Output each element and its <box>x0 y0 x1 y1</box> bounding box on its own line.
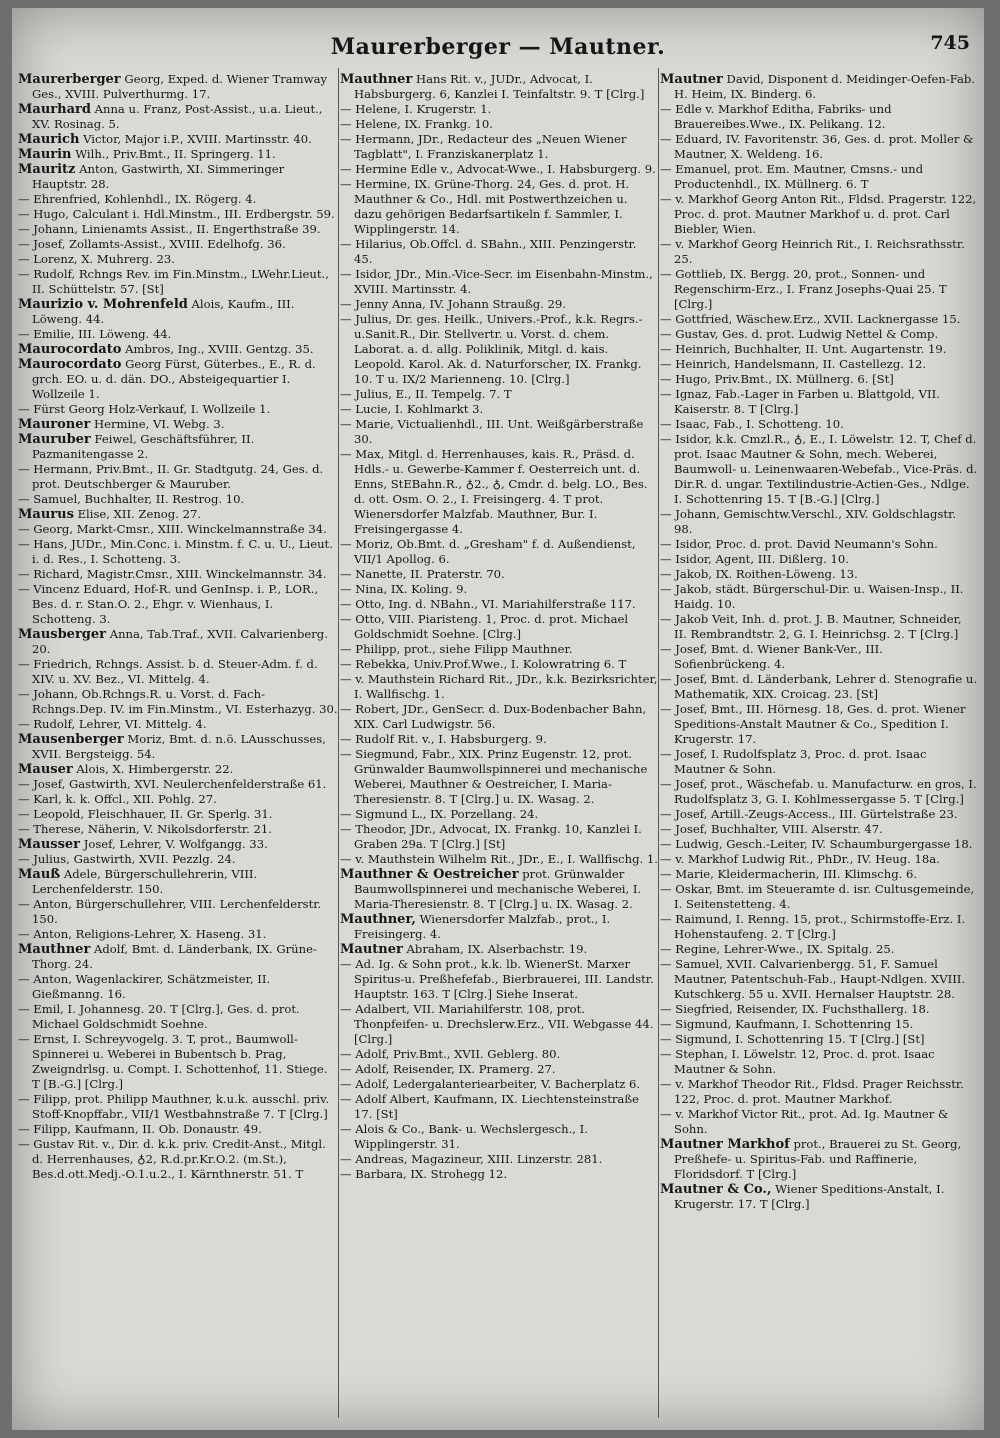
entry-text: — Richard, Magistr.Cmsr., XIII. Winckelmannstr. 34. <box>18 567 327 581</box>
directory-entry <box>18 462 338 492</box>
entry-text: — Vincenz Eduard, Hof-R. und GenInsp. i. P., LOR., Bes. d. r. Stan.O. 2., Ehgr. v. Wienhaus, I. Schotteng. 3. <box>18 582 319 626</box>
entry-text: Anna, Tab.Traf., XVII. Calvarienberg. 20. <box>32 627 328 656</box>
entry-text: — v. Markhof Victor Rit., prot. Ad. Ig. Mautner & Sohn. <box>660 1107 949 1136</box>
directory-entry <box>18 1092 338 1122</box>
directory-entry <box>660 1077 978 1107</box>
directory-entry <box>660 1137 978 1182</box>
directory-entry <box>660 552 978 567</box>
directory-entry <box>18 492 338 507</box>
directory-entry <box>18 522 338 537</box>
entry-text: Alois, Kaufm., III. Löweng. 44. <box>32 297 295 326</box>
entry-text: — Theodor, JDr., Advocat, IX. Frankg. 10, Kanzlei I. Graben 29a. T [Clrg.] [St] <box>340 822 642 851</box>
entry-text: — Johann, Gemischtw.Verschl., XIV. Goldschlagstr. 98. <box>660 507 957 536</box>
entry-text: — v. Mauthstein Richard Rit., JDr., k.k. Bezirksrichter, I. Wallfischg. 1. <box>340 672 658 701</box>
directory-entry <box>340 612 658 642</box>
entry-text: — Alois & Co., Bank- u. Wechslergesch., I. Wipplingerstr. 31. <box>340 1122 588 1151</box>
entry-surname: Mauthner <box>340 72 413 87</box>
entry-text: — Josef, Bmt. d. Länderbank, Lehrer d. Stenografie u. Mathematik, XIX. Croicag. 23. [St] <box>660 672 978 701</box>
page-header <box>12 34 984 70</box>
entry-text: — v. Markhof Ludwig Rit., PhDr., IV. Heug. 18a. <box>660 852 940 866</box>
directory-entry <box>18 147 338 162</box>
directory-entry <box>18 402 338 417</box>
directory-entry <box>660 777 978 807</box>
directory-entry <box>660 957 978 1002</box>
directory-entry <box>18 657 338 687</box>
entry-text: Hermine, VI. Webg. 3. <box>94 417 225 431</box>
directory-entry <box>18 972 338 1002</box>
directory-entry <box>340 162 658 177</box>
directory-entry <box>340 957 658 1002</box>
directory-entry <box>660 1002 978 1017</box>
directory-entry <box>340 702 658 732</box>
directory-entry <box>18 1032 338 1092</box>
entry-text: — Adolf, Priv.Bmt., XVII. Geblerg. 80. <box>340 1047 561 1061</box>
entry-surname: Mautner & Co., <box>660 1182 772 1197</box>
directory-entry <box>18 822 338 837</box>
directory-entry <box>660 267 978 312</box>
column-3 <box>660 72 978 1422</box>
directory-entry <box>660 237 978 267</box>
entry-surname: Mautner <box>660 72 723 87</box>
entry-text: Hans Rit. v., JUDr., Advocat, I. Habsburgerg. 6, Kanzlei I. Teinfaltstr. 9. T [Clrg.] <box>354 72 645 101</box>
entry-text: — Siegmund, Fabr., XIX. Prinz Eugenstr. 12, prot. Grünwalder Baumwollspinnerei und mechanische Weberei, Mauthner & Oestreicher, I. Maria-Theresienstr. 8. T [Clrg.] u. IX. Wasag. 2. <box>340 747 648 806</box>
directory-entry <box>660 132 978 162</box>
entry-text: Abraham, IX. Alserbachstr. 19. <box>406 942 588 956</box>
entry-text: — Josef, Gastwirth, XVI. Neulerchenfelderstraße 61. <box>18 777 327 791</box>
entry-surname: Mauthner & Oestreicher <box>340 867 519 882</box>
directory-entry <box>340 912 658 942</box>
directory-entry <box>660 837 978 852</box>
entry-surname: Mausberger <box>18 627 107 642</box>
entry-text: Anna u. Franz, Post-Assist., u.a. Lieut., XV. Rosinag. 5. <box>32 102 323 131</box>
directory-entry <box>340 942 658 957</box>
entry-text: — Otto, VIII. Piaristeng. 1, Proc. d. prot. Michael Goldschmidt Soehne. [Clrg.] <box>340 612 629 641</box>
entry-text: — Hugo, Calculant i. Hdl.Minstm., III. Erdbergstr. 59. <box>18 207 335 221</box>
entry-text: — Samuel, Buchhalter, II. Restrog. 10. <box>18 492 245 506</box>
entry-text: — Sigmund, Kaufmann, I. Schottenring 15. <box>660 1017 914 1031</box>
entry-text: — Jakob, IX. Roithen-Löweng. 13. <box>660 567 858 581</box>
entry-text: — Stephan, I. Löwelstr. 12, Proc. d. prot. Isaac Mautner & Sohn. <box>660 1047 935 1076</box>
entry-text: — Oskar, Bmt. im Steueramte d. isr. Cultusgemeinde, I. Seitenstetteng. 4. <box>660 882 975 911</box>
directory-entry <box>18 357 338 402</box>
entry-surname: Mauroner <box>18 417 91 432</box>
entry-text: — Josef, Zollamts-Assist., XVIII. Edelhofg. 36. <box>18 237 286 251</box>
directory-entry <box>18 807 338 822</box>
entry-text: — Moriz, Ob.Bmt. d. „Gresham" f. d. Außendienst, VII/1 Apollog. 6. <box>340 537 636 566</box>
directory-entry <box>660 942 978 957</box>
entry-text: — Ignaz, Fab.-Lager in Farben u. Blattgold, VII. Kaiserstr. 8. T [Clrg.] <box>660 387 940 416</box>
directory-entry <box>340 132 658 162</box>
entry-text: — Helene, IX. Frankg. 10. <box>340 117 493 131</box>
entry-text: — v. Markhof Theodor Rit., Fldsd. Prager Reichsstr. 122, Proc. d. prot. Mautner Markhof. <box>660 1077 964 1106</box>
entry-text: Feiwel, Geschäftsführer, II. Pazmanitengasse 2. <box>32 432 255 461</box>
entry-text: — v. Markhof Georg Heinrich Rit., I. Reichsrathsstr. 25. <box>660 237 965 266</box>
directory-entry <box>18 942 338 972</box>
directory-entry <box>660 432 978 507</box>
entry-text: — Adolf, Reisender, IX. Pramerg. 27. <box>340 1062 556 1076</box>
entry-text: Georg Fürst, Güterbes., E., R. d. grch. EO. u. d. dän. DO., Absteigequartier I. Wollzeile 1. <box>32 357 316 401</box>
directory-entry <box>18 777 338 792</box>
entry-text: — Julius, E., II. Tempelg. 7. T <box>340 387 512 401</box>
entry-text: — Johann, Linienamts Assist., II. Engerthstraße 39. <box>18 222 321 236</box>
entry-text: — Fürst Georg Holz-Verkauf, I. Wollzeile 1. <box>18 402 271 416</box>
entry-surname: Mauthner, <box>340 912 416 927</box>
directory-entry <box>660 327 978 342</box>
directory-entry <box>340 447 658 537</box>
entry-text: — Samuel, XVII. Calvarienbergg. 51, F. Samuel Mautner, Patentschuh-Fab., Haupt-Ndlgen. XVIII. Kutschkerg. 55 u. XVII. Hernalser Hauptstr. 28. <box>660 957 966 1001</box>
entry-text: — Edle v. Markhof Editha, Fabriks- und Brauereibes.Wwe., IX. Pelikang. 12. <box>660 102 892 131</box>
entry-text: — Max, Mitgl. d. Herrenhauses, kais. R., Präsd. d. Hdls.- u. Gewerbe-Kammer f. Oesterreich unt. d. Enns, StEBahn.R., ♁2., ♁, Cmdr. d. belg. LO., Bes. d. ott. Osm. O. 2., I. Freisingerg. 4. T prot. Wienersdorfer Malzfab. Mauthner, Bur. I. Freisingergasse 4. <box>340 447 648 536</box>
entry-text: — Adalbert, VII. Mariahilferstr. 108, prot. Thonpfeifen- u. Drechslerw.Erz., VII. Webgasse 44. [Clrg.] <box>340 1002 654 1046</box>
directory-entry <box>340 657 658 672</box>
entry-text: — Isidor, k.k. Cmzl.R., ♁, E., I. Löwelstr. 12. T, Chef d. prot. Isaac Mautner & Sohn, mech. Weberei, Baumwoll- u. Leinenwaaren-Webefab., Vice-Präs. d. Dir.R. d. ungar. Textilindustrie-Actien-Ges., Ndlge. I. Schottenring 15. T [B.-G.] [Clrg.] <box>660 432 978 506</box>
entry-surname: Maurerberger <box>18 72 121 87</box>
entry-text: — Otto, Ing. d. NBahn., VI. Mariahilferstraße 117. <box>340 597 636 611</box>
directory-entry <box>18 102 338 132</box>
directory-entry <box>340 1122 658 1152</box>
directory-entry <box>340 1092 658 1122</box>
entry-text: — Nanette, II. Praterstr. 70. <box>340 567 505 581</box>
entry-text: — Gottlieb, IX. Bergg. 20, prot., Sonnen- und Regenschirm-Erz., I. Franz Josephs-Quai 25. T [Clrg.] <box>660 267 947 311</box>
directory-entry <box>660 822 978 837</box>
entry-surname: Mauthner <box>18 942 91 957</box>
entry-text: — Ehrenfried, Kohlenhdl., IX. Rögerg. 4. <box>18 192 257 206</box>
directory-entry <box>340 1077 658 1092</box>
directory-entry <box>18 1137 338 1182</box>
entry-text: — Ludwig, Gesch.-Leiter, IV. Schaumburgergasse 18. <box>660 837 973 851</box>
entry-text: — Therese, Näherin, V. Nikolsdorferstr. 21. <box>18 822 272 836</box>
entry-text: Anton, Gastwirth, XI. Simmeringer Hauptstr. 28. <box>32 162 285 191</box>
directory-entry <box>18 927 338 942</box>
entry-text: Wienersdorfer Malzfab., prot., I. Freisingerg. 4. <box>354 912 611 941</box>
directory-entry <box>18 732 338 762</box>
entry-text: prot. Grünwalder Baumwollspinnerei und mechanische Weberei, I. Maria-Theresienstr. 8. T [Clrg.] u. IX. Wasag. 2. <box>354 867 642 911</box>
directory-entry <box>660 162 978 192</box>
directory-entry <box>660 642 978 672</box>
entry-text: — Siegfried, Reisender, IX. Fuchsthallerg. 18. <box>660 1002 930 1016</box>
directory-entry <box>18 342 338 357</box>
entry-text: — Emilie, III. Löweng. 44. <box>18 327 172 341</box>
directory-entry <box>18 717 338 732</box>
columns-container <box>18 72 978 1422</box>
entry-surname: Mauser <box>18 762 73 777</box>
entry-surname: Maurin <box>18 147 72 162</box>
directory-entry <box>18 627 338 657</box>
directory-entry <box>340 72 658 102</box>
directory-entry <box>660 1107 978 1137</box>
entry-text: — v. Markhof Georg Anton Rit., Fldsd. Pragerstr. 122, Proc. d. prot. Mautner Markhof u. d. prot. Carl Biebler, Wien. <box>660 192 977 236</box>
entry-text: — Sigmund, I. Schottenring 15. T [Clrg.] [St] <box>660 1032 925 1046</box>
directory-entry <box>340 1047 658 1062</box>
directory-entry <box>18 432 338 462</box>
directory-entry <box>18 537 338 567</box>
directory-entry <box>340 672 658 702</box>
entry-text: — Jakob Veit, Inh. d. prot. J. B. Mautner, Schneider, II. Rembrandtstr. 2, G. I. Heinrichsg. 2. T [Clrg.] <box>660 612 962 641</box>
directory-entry <box>660 312 978 327</box>
entry-surname: Mautner <box>340 942 403 957</box>
entry-text: — Hans, JUDr., Min.Conc. i. Minstm. f. C. u. U., Lieut. i. d. Res., I. Schotteng. 3. <box>18 537 333 566</box>
directory-entry <box>340 297 658 312</box>
directory-entry <box>660 852 978 867</box>
page-number: 745 <box>930 32 970 54</box>
directory-entry <box>18 132 338 147</box>
entry-surname: Mauruber <box>18 432 91 447</box>
directory-entry <box>18 507 338 522</box>
entry-text: — Gottfried, Wäschew.Erz., XVII. Lacknergasse 15. <box>660 312 961 326</box>
entry-text: — Ad. Ig. & Sohn prot., k.k. lb. WienerSt. Marxer Spiritus-u. Preßhefefab., Bierbrauerei, III. Landstr. Hauptstr. 163. T [Clrg.] Siehe Inserat. <box>340 957 654 1001</box>
entry-text: — Julius, Dr. ges. Heilk., Univers.-Prof., k.k. Regrs.-u.Sanit.R., Dir. Stellvertr. u. Vorst. d. chem. Laborat. a. d. allg. Poliklinik, Mitgl. d. kais. Leopold. Karol. Ak. d. Naturforscher, IX. Frankg. 10. T u. IX/2 Marienneng. 10. [Clrg.] <box>340 312 643 386</box>
directory-entry <box>660 192 978 237</box>
directory-entry <box>18 207 338 222</box>
directory-entry <box>660 372 978 387</box>
entry-text: — Hermann, JDr., Redacteur des „Neuen Wiener Tagblatt", I. Franziskanerplatz 1. <box>340 132 627 161</box>
entry-surname: Maurus <box>18 507 74 522</box>
entry-surname: Mauritz <box>18 162 76 177</box>
entry-text: — Robert, JDr., GenSecr. d. Dux-Bodenbacher Bahn, XIX. Carl Ludwigstr. 56. <box>340 702 647 731</box>
directory-entry <box>18 252 338 267</box>
directory-entry <box>340 582 658 597</box>
entry-text: — Karl, k. k. Offcl., XII. Pohlg. 27. <box>18 792 217 806</box>
entry-text: — Johann, Ob.Rchngs.R. u. Vorst. d. Fach-Rchngs.Dep. IV. im Fin.Minstm., VI. Esterhazyg. 30. <box>18 687 338 716</box>
entry-text: — Heinrich, Handelsmann, II. Castellezg. 12. <box>660 357 927 371</box>
directory-entry <box>340 852 658 867</box>
entry-text: — Hermine, IX. Grüne-Thorg. 24, Ges. d. prot. H. Mauthner & Co., Hdl. mit Postwerthzeichen u. dazu gehörigen Bedarfsartikeln f. Sammler, I. Wipplingerstr. 14. <box>340 177 630 236</box>
directory-entry <box>340 1152 658 1167</box>
entry-text: — Hermine Edle v., Advocat-Wwe., I. Habsburgerg. 9. <box>340 162 656 176</box>
entry-surname: Maurizio v. Mohrenfeld <box>18 297 188 312</box>
directory-entry <box>340 732 658 747</box>
directory-entry <box>18 897 338 927</box>
entry-text: — Lorenz, X. Muhrerg. 23. <box>18 252 175 266</box>
entry-text: — Isidor, Agent, III. Dißlerg. 10. <box>660 552 849 566</box>
entry-text: — Josef, Bmt. d. Wiener Bank-Ver., III. Sofienbrückeng. 4. <box>660 642 883 671</box>
entry-text: — Heinrich, Buchhalter, II. Unt. Augartenstr. 19. <box>660 342 947 356</box>
entry-text: — Gustav Rit. v., Dir. d. k.k. priv. Credit-Anst., Mitgl. d. Herrenhauses, ♁2, R.d.pr.Kr.O.2. (m.St.), Bes.d.ott.Medj.-O.1.u.2., I. Kärnthnerstr. 51. T <box>18 1137 326 1181</box>
entry-text: — Rudolf, Lehrer, VI. Mittelg. 4. <box>18 717 207 731</box>
page-title: Maurerberger — Mautner. <box>330 34 666 60</box>
directory-entry <box>340 237 658 267</box>
entry-surname: Maurocordato <box>18 357 122 372</box>
entry-text: — Jenny Anna, IV. Johann Straußg. 29. <box>340 297 566 311</box>
directory-entry <box>18 762 338 777</box>
directory-entry <box>18 837 338 852</box>
directory-entry <box>660 1182 978 1212</box>
directory-entry <box>340 597 658 612</box>
entry-surname: Mauß <box>18 867 61 882</box>
entry-surname: Mausser <box>18 837 81 852</box>
entry-text: — Georg, Markt-Cmsr., XIII. Winckelmannstraße 34. <box>18 522 327 536</box>
entry-text: — Sigmund L., IX. Porzellang. 24. <box>340 807 539 821</box>
entry-surname: Mausenberger <box>18 732 124 747</box>
entry-text: — Josef, Buchhalter, VIII. Alserstr. 47. <box>660 822 883 836</box>
entry-text: — Anton, Wagenlackirer, Schätzmeister, II. Gießmanng. 16. <box>18 972 271 1001</box>
directory-entry <box>340 117 658 132</box>
directory-entry <box>660 582 978 612</box>
directory-entry <box>660 807 978 822</box>
entry-text: — Barbara, IX. Strohegg 12. <box>340 1167 508 1181</box>
entry-text: — Raimund, I. Renng. 15, prot., Schirmstoffe-Erz. I. Hohenstaufeng. 2. T [Clrg.] <box>660 912 966 941</box>
directory-entry <box>340 822 658 852</box>
directory-entry <box>340 1167 658 1182</box>
entry-surname: Maurhard <box>18 102 91 117</box>
directory-entry <box>340 177 658 237</box>
entry-text: — Josef, Artill.-Zeugs-Access., III. Gürtelstraße 23. <box>660 807 958 821</box>
directory-entry <box>660 1017 978 1032</box>
directory-entry <box>660 612 978 642</box>
entry-text: — v. Mauthstein Wilhelm Rit., JDr., E., I. Wallfischg. 1. <box>340 852 658 866</box>
entry-text: Josef, Lehrer, V. Wolfgangg. 33. <box>83 837 268 851</box>
directory-entry <box>340 417 658 447</box>
entry-text: Ambros, Ing., XVIII. Gentzg. 35. <box>125 342 314 356</box>
directory-entry <box>340 387 658 402</box>
directory-entry <box>660 567 978 582</box>
directory-entry <box>660 342 978 357</box>
directory-entry <box>340 867 658 912</box>
directory-entry <box>340 1062 658 1077</box>
directory-entry <box>660 1032 978 1047</box>
entry-text: — Jakob, städt. Bürgerschul-Dir. u. Waisen-Insp., II. Haidg. 10. <box>660 582 964 611</box>
directory-entry <box>18 567 338 582</box>
directory-entry <box>660 417 978 432</box>
directory-entry <box>660 72 978 102</box>
entry-text: — Regine, Lehrer-Wwe., IX. Spitalg. 25. <box>660 942 895 956</box>
entry-text: Adolf, Bmt. d. Länderbank, IX. Grüne-Thorg. 24. <box>32 942 317 971</box>
directory-entry <box>18 192 338 207</box>
directory-entry <box>340 807 658 822</box>
column-1 <box>18 72 338 1422</box>
directory-entry <box>340 312 658 387</box>
directory-entry <box>18 327 338 342</box>
entry-text: — Julius, Gastwirth, XVII. Pezzlg. 24. <box>18 852 236 866</box>
directory-entry <box>340 747 658 807</box>
directory-entry <box>18 1002 338 1032</box>
entry-text: — Emanuel, prot. Em. Mautner, Cmsns.- und Productenhdl., IX. Müllnerg. 6. T <box>660 162 924 191</box>
entry-text: — Friedrich, Rchngs. Assist. b. d. Steuer-Adm. f. d. XIV. u. XV. Bez., VI. Mittelg. 4. <box>18 657 318 686</box>
directory-page <box>12 8 984 1430</box>
directory-entry <box>18 867 338 897</box>
entry-text: — Leopold, Fleischhauer, II. Gr. Sperlg. 31. <box>18 807 273 821</box>
entry-text: — Eduard, IV. Favoritenstr. 36, Ges. d. prot. Moller & Mautner, X. Weldeng. 16. <box>660 132 974 161</box>
entry-text: — Ernst, I. Schreyvogelg. 3. T, prot., Baumwoll-Spinnerei u. Weberei in Bubentsch b. Prag, Zweigndrlsg. u. Compt. I. Schottenhof, 11. Stiege. T [B.-G.] [Clrg.] <box>18 1032 328 1091</box>
entry-text: — Adolf, Ledergalanteriearbeiter, V. Bacherplatz 6. <box>340 1077 641 1091</box>
directory-entry <box>18 417 338 432</box>
entry-text: — Josef, I. Rudolfsplatz 3, Proc. d. prot. Isaac Mautner & Sohn. <box>660 747 927 776</box>
directory-entry <box>18 687 338 717</box>
directory-entry <box>18 852 338 867</box>
entry-text: — Gustav, Ges. d. prot. Ludwig Nettel & Comp. <box>660 327 939 341</box>
directory-entry <box>18 1122 338 1137</box>
directory-entry <box>660 912 978 942</box>
entry-text: Victor, Major i.P., XVIII. Martinsstr. 40. <box>83 132 312 146</box>
entry-text: — Marie, Kleidermacherin, III. Klimschg. 6. <box>660 867 918 881</box>
directory-entry <box>340 537 658 567</box>
directory-entry <box>660 387 978 417</box>
entry-text: — Rudolf Rit. v., I. Habsburgerg. 9. <box>340 732 547 746</box>
directory-entry <box>340 402 658 417</box>
entry-text: — Emil, I. Johannesg. 20. T [Clrg.], Ges. d. prot. Michael Goldschmidt Soehne. <box>18 1002 300 1031</box>
entry-text: — Andreas, Magazineur, XIII. Linzerstr. 281. <box>340 1152 603 1166</box>
directory-entry <box>18 162 338 192</box>
entry-text: Elise, XII. Zenog. 27. <box>77 507 202 521</box>
entry-text: prot., Brauerei zu St. Georg, Preßhefe- u. Spiritus-Fab. und Raffinerie, Floridsdorf. T [Clrg.] <box>674 1137 962 1181</box>
entry-surname: Maurocordato <box>18 342 122 357</box>
directory-entry <box>340 567 658 582</box>
entry-text: — Rudolf, Rchngs Rev. im Fin.Minstm., LWehr.Lieut., II. Schüttelstr. 57. [St] <box>18 267 329 296</box>
directory-entry <box>660 1047 978 1077</box>
directory-entry <box>18 582 338 627</box>
entry-text: — Josef, prot., Wäschefab. u. Manufacturw. en gros, I. Rudolfsplatz 3, G. I. Kohlmessergasse 5. T [Clrg.] <box>660 777 977 806</box>
directory-entry <box>660 747 978 777</box>
directory-entry <box>660 102 978 132</box>
entry-text: — Lucie, I. Kohlmarkt 3. <box>340 402 484 416</box>
directory-entry <box>18 222 338 237</box>
directory-entry <box>18 237 338 252</box>
directory-entry <box>18 792 338 807</box>
directory-entry <box>340 1002 658 1047</box>
entry-text: — Isaac, Fab., I. Schotteng. 10. <box>660 417 844 431</box>
entry-text: Wilh., Priv.Bmt., II. Springerg. 11. <box>75 147 276 161</box>
entry-text: — Anton, Religions-Lehrer, X. Haseng. 31. <box>18 927 267 941</box>
entry-text: — Filipp, prot. Philipp Mauthner, k.u.k. ausschl. priv. Stoff-Knopffabr., VII/1 Westbahnstraße 7. T [Clrg.] <box>18 1092 330 1121</box>
entry-text: — Filipp, Kaufmann, II. Ob. Donaustr. 49. <box>18 1122 262 1136</box>
entry-text: — Hugo, Priv.Bmt., IX. Müllnerg. 6. [St] <box>660 372 894 386</box>
entry-text: Alois, X. Himbergerstr. 22. <box>76 762 234 776</box>
entry-text: — Hermann, Priv.Bmt., II. Gr. Stadtgutg. 24, Ges. d. prot. Deutschberger & Mauruber. <box>18 462 324 491</box>
entry-text: Georg, Exped. d. Wiener Tramway Ges., XVIII. Pulverthurmg. 17. <box>32 72 328 101</box>
entry-text: Adele, Bürgerschullehrerin, VIII. Lerchenfelderstr. 150. <box>32 867 258 896</box>
directory-entry <box>660 702 978 747</box>
entry-surname: Mautner Markhof <box>660 1137 790 1152</box>
directory-entry <box>18 72 338 102</box>
directory-entry <box>340 267 658 297</box>
directory-entry <box>18 297 338 327</box>
column-2 <box>340 72 658 1422</box>
entry-text: David, Disponent d. Meidinger-Oefen-Fab. H. Heim, IX. Binderg. 6. <box>674 72 976 101</box>
entry-text: — Philipp, prot., siehe Filipp Mauthner. <box>340 642 573 656</box>
entry-text: — Hilarius, Ob.Offcl. d. SBahn., XIII. Penzingerstr. 45. <box>340 237 637 266</box>
directory-entry <box>660 867 978 882</box>
entry-text: — Helene, I. Krugerstr. 1. <box>340 102 492 116</box>
directory-entry <box>660 507 978 537</box>
entry-text: — Isidor, JDr., Min.-Vice-Secr. im Eisenbahn-Minstm., XVIII. Martinsstr. 4. <box>340 267 653 296</box>
entry-surname: Maurich <box>18 132 80 147</box>
entry-text: — Isidor, Proc. d. prot. David Neumann's Sohn. <box>660 537 938 551</box>
directory-entry <box>340 642 658 657</box>
directory-entry <box>18 267 338 297</box>
entry-text: Wiener Speditions-Anstalt, I. Krugerstr. 17. T [Clrg.] <box>674 1182 945 1211</box>
entry-text: — Adolf Albert, Kaufmann, IX. Liechtensteinstraße 17. [St] <box>340 1092 639 1121</box>
directory-entry <box>660 882 978 912</box>
entry-text: — Nina, IX. Koling. 9. <box>340 582 468 596</box>
entry-text: — Anton, Bürgerschullehrer, VIII. Lerchenfelderstr. 150. <box>18 897 322 926</box>
entry-text: — Josef, Bmt., III. Hörnesg. 18, Ges. d. prot. Wiener Speditions-Anstalt Mautner & Co., Spedition I. Krugerstr. 17. <box>660 702 966 746</box>
directory-entry <box>340 102 658 117</box>
directory-entry <box>660 537 978 552</box>
directory-entry <box>660 672 978 702</box>
directory-entry <box>660 357 978 372</box>
entry-text: — Rebekka, Univ.Prof.Wwe., I. Kolowratring 6. T <box>340 657 627 671</box>
entry-text: Moriz, Bmt. d. n.ö. LAusschusses, XVII. Bergsteigg. 54. <box>32 732 326 761</box>
entry-text: — Marie, Victualienhdl., III. Unt. Weißgärberstraße 30. <box>340 417 644 446</box>
